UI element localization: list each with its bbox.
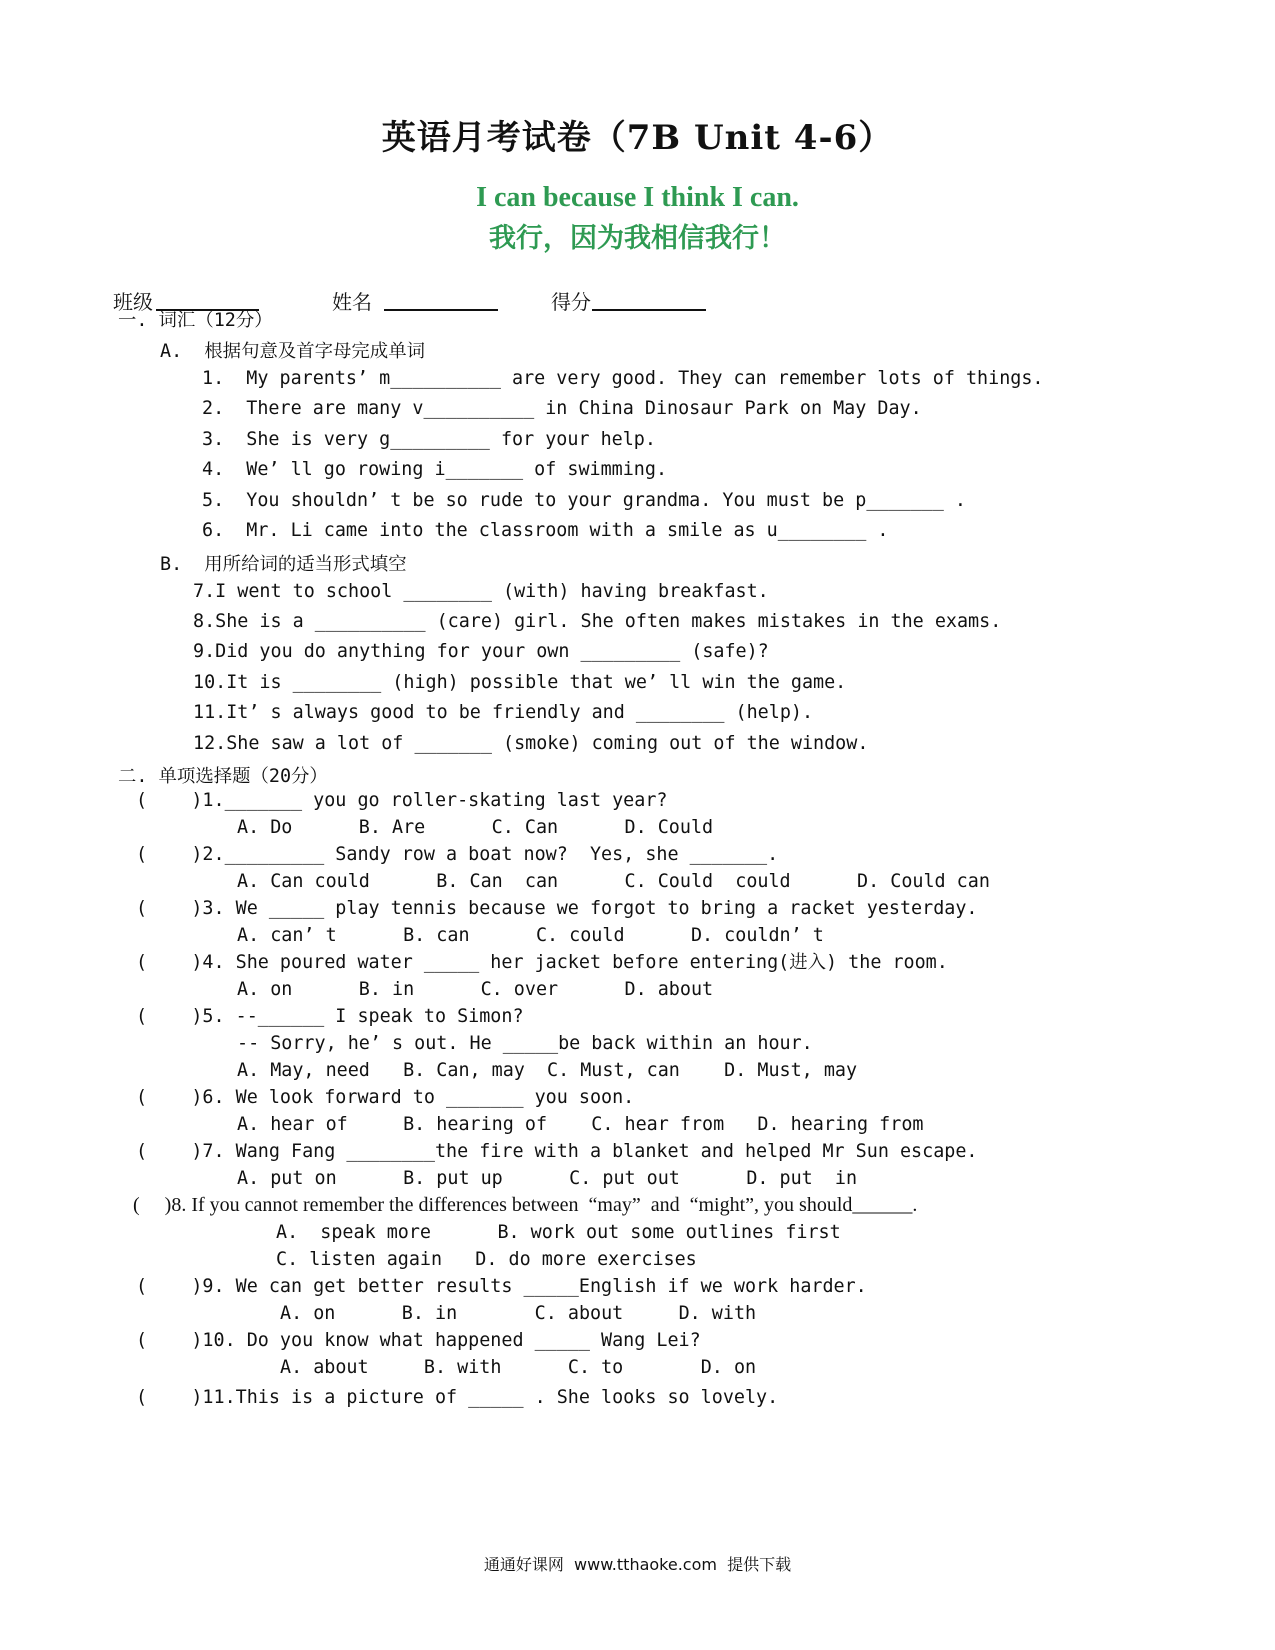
- mc-question: ( )10. Do you know what happened _____ Wang Lei?: [136, 1330, 701, 1351]
- footer-credit: 通通好课网 www.tthaoke.com 提供下载: [483, 1555, 792, 1574]
- form-item: 10.It is ________ (high) possible that we’ ll win the game.: [193, 672, 847, 693]
- vocab-item: 3. She is very g_________ for your help.: [202, 429, 656, 450]
- vocab-item: 6. Mr. Li came into the classroom with a smile as u________ .: [202, 520, 889, 541]
- mc-question: ( )4. She poured water _____ her jacket before entering(进入) the room.: [136, 952, 948, 973]
- section1-title: 一. 词汇（12分）: [118, 310, 273, 331]
- partA-title: A. 根据句意及首字母完成单词: [160, 341, 425, 362]
- mc-question: ( )2._________ Sandy row a boat now? Yes, she _______.: [136, 844, 779, 865]
- vocab-item: 4. We’ ll go rowing i_______ of swimming.: [202, 459, 668, 480]
- mc-question-cont: -- Sorry, he’ s out. He _____be back within an hour.: [237, 1033, 813, 1054]
- form-item: 11.It’ s always good to be friendly and ________ (help).: [193, 702, 814, 723]
- form-item: 12.She saw a lot of _______ (smoke) coming out of the window.: [193, 733, 869, 754]
- mc-options: A. May, need B. Can, may C. Must, can D. Must, may: [237, 1060, 858, 1081]
- form-item: 8.She is a __________ (care) girl. She often makes mistakes in the exams.: [193, 611, 1002, 632]
- mc-question: ( )3. We _____ play tennis because we forgot to bring a racket yesterday.: [136, 898, 978, 919]
- motto-english: I can because I think I can.: [476, 182, 799, 213]
- mc-options: A. on B. in C. about D. with: [280, 1303, 757, 1324]
- vocab-item: 1. My parents’ m__________ are very good. They can remember lots of things.: [202, 368, 1044, 389]
- mc-question: ( )5. --______ I speak to Simon?: [136, 1006, 524, 1027]
- mc-question: ( )9. We can get better results _____English if we work harder.: [136, 1276, 867, 1297]
- mc-question: ( )8. If you cannot remember the differences between “may” and “might”, you should______.: [133, 1194, 918, 1216]
- mc-options: A. put on B. put up C. put out D. put in: [237, 1168, 858, 1189]
- mc-options: A. speak more B. work out some outlines first: [276, 1222, 841, 1243]
- mc-question: ( )1._______ you go roller-skating last year?: [136, 790, 668, 811]
- score-label: 得分: [551, 290, 591, 314]
- mc-options: C. listen again D. do more exercises: [276, 1249, 697, 1270]
- mc-question: ( )6. We look forward to _______ you soon.: [136, 1087, 635, 1108]
- mc-options: A. hear of B. hearing of C. hear from D. hearing from: [237, 1114, 924, 1135]
- mc-options: A. about B. with C. to D. on: [280, 1357, 757, 1378]
- section2-title: 二. 单项选择题（20分）: [118, 766, 328, 787]
- vocab-item: 2. There are many v__________ in China Dinosaur Park on May Day.: [202, 398, 922, 419]
- mc-options: A. can’ t B. can C. could D. couldn’ t: [237, 925, 824, 946]
- exam-title: 英语月考试卷（7B Unit 4-6）: [381, 118, 894, 158]
- form-item: 9.Did you do anything for your own _________ (safe)?: [193, 641, 769, 662]
- mc-options: A. Do B. Are C. Can D. Could: [237, 817, 714, 838]
- name-label: 姓名: [332, 290, 372, 314]
- partB-title: B. 用所给词的适当形式填空: [160, 554, 407, 575]
- mc-options: A. on B. in C. over D. about: [237, 979, 714, 1000]
- motto-chinese: 我行，因为我相信我行！: [489, 223, 786, 254]
- form-item: 7.I went to school ________ (with) having breakfast.: [193, 581, 769, 602]
- vocab-item: 5. You shouldn’ t be so rude to your grandma. You must be p_______ .: [202, 490, 966, 511]
- name-blank[interactable]: [384, 309, 498, 311]
- score-blank[interactable]: [592, 309, 706, 311]
- class-label: 班级: [113, 290, 153, 314]
- mc-question: ( )7. Wang Fang ________the fire with a blanket and helped Mr Sun escape.: [136, 1141, 978, 1162]
- mc-options: A. Can could B. Can can C. Could could D. Could can: [237, 871, 990, 892]
- mc-question: ( )11.This is a picture of _____ . She looks so lovely.: [136, 1387, 779, 1408]
